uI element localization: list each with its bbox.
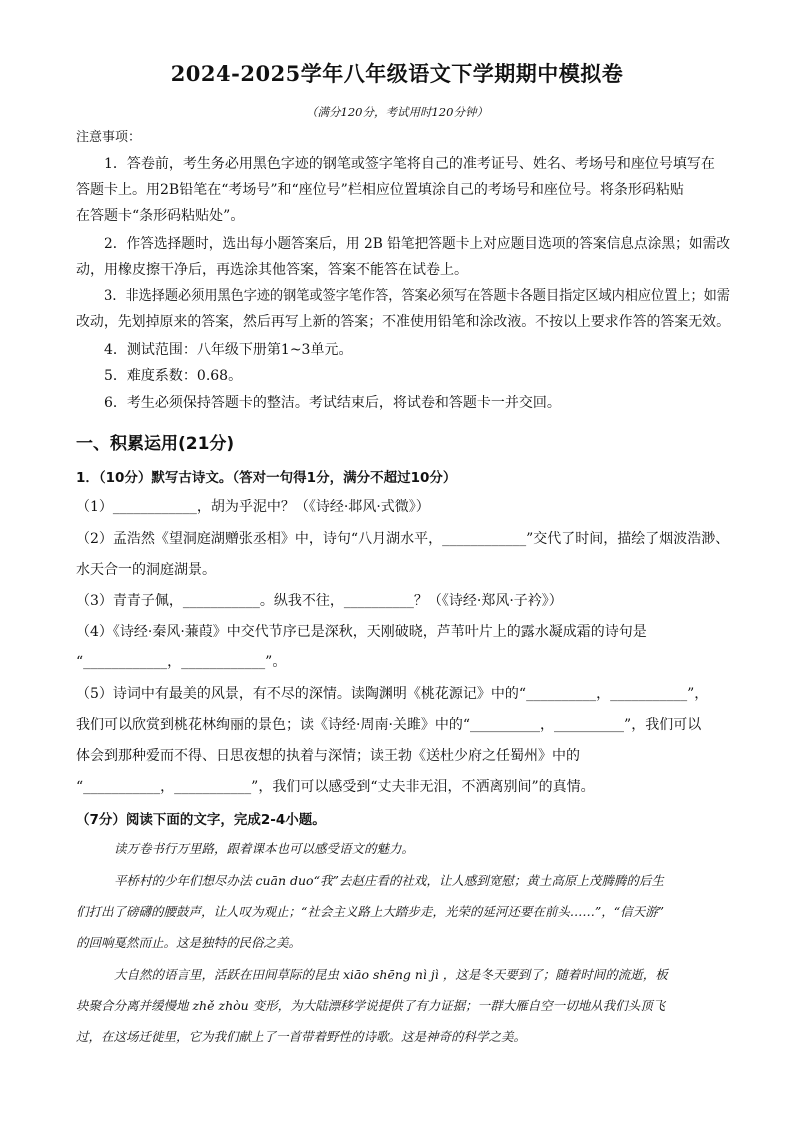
question-line: （5）诗词中有最美的风景，有不尽的深情。读陶渊明《桃花源记》中的“__________，___________”，	[76, 686, 709, 702]
question-line: “____________，____________”。	[76, 654, 287, 670]
notice-line: 2．作答选择题时，选出每小题答案后，用 2B 铅笔把答题卡上对应题目选项的答案信息点涂黑；如需改	[104, 236, 731, 252]
reading-line: 块聚合分离并缓慢地 zhě zhòu 变形，为大陆漂移学说提供了有力证据；一群大雁自空一切地从我们头顶飞	[76, 998, 666, 1013]
reading-line: 读万卷书行万里路，跟着课本也可以感受语文的魅力。	[114, 841, 415, 856]
notice-line: 4．测试范围：八年级下册第1~3单元。	[104, 342, 353, 358]
question-line: （2）孟浩然《望洞庭湖赠张丞相》中，诗句“八月湖水平，____________”交代了时间，描绘了烟波浩渺、	[76, 531, 730, 547]
question-line: 水天合一的洞庭湖景。	[76, 562, 216, 578]
question-line: （3）青青子佩，___________。纵我不往，__________？（《诗经·郑风·子衿》）	[76, 593, 563, 609]
reading-line: 的回响戛然而止。这是独特的民俗之美。	[76, 935, 302, 950]
notice-heading: 注意事项：	[76, 130, 142, 145]
question-line: “___________，___________”，我们可以感受到“丈夫非无泪，不洒离别间”的真情。	[76, 779, 595, 795]
question-line: （1）____________，胡为乎泥中？（《诗经·邶风·式微》）	[76, 499, 430, 515]
notice-line: 动，用橡皮擦干净后，再选涂其他答案，答案不能答在试卷上。	[76, 262, 468, 278]
notice-line: 3．非选择题必须用黑色字迹的钢笔或签字笔作答，答案必须写在答题卡各题目指定区域内相应位置上；如需	[104, 288, 730, 304]
reading-line: 大自然的语言里，活跃在田间草际的昆虫 xiāo shēng nì jì ，这是冬天要到了；随着时间的流逝，板	[114, 967, 668, 982]
notice-line: 改动，先划掉原来的答案，然后再写上新的答案；不准使用铅笔和涂改液。不按以上要求作答的答案无效。	[76, 314, 730, 330]
question-line: （4）《诗经·秦风·蒹葭》中交代节序已是深秋，天刚破晓，芦苇叶片上的露水凝成霜的诗句是	[76, 624, 647, 640]
reading-line: 过，在这场迁徙里，它为我们献上了一首带着野性的诗歌。这是神奇的科学之美。	[76, 1029, 527, 1044]
page-subtitle: （满分120分，考试用时120分钟）	[306, 105, 488, 119]
question-line: 体会到那种爱而不得、日思夜想的执着与深情；读王勃《送杜少府之任蜀州》中的	[76, 748, 580, 764]
reading-heading: （7分）阅读下面的文字，完成2-4小题。	[76, 812, 326, 828]
reading-line: 平桥村的少年们想尽办法 cuān duo“我”去赵庄看的社戏，让人感到宽慰；黄土高原上茂腾腾的后生	[114, 873, 664, 888]
question-1-heading: 1．（10分）默写古诗文。（答对一句得1分，满分不超过10分）	[76, 470, 457, 486]
notice-line: 5．难度系数：0.68。	[104, 368, 243, 384]
page-title: 2024-2025学年八年级语文下学期期中模拟卷	[170, 61, 624, 86]
notice-line: 在答题卡“条形码粘贴处”。	[76, 208, 245, 224]
question-line: 我们可以欣赏到桃花林绚丽的景色；读《诗经·周南·关雎》中的“__________，__________”，我们可以	[76, 717, 702, 733]
notice-line: 答题卡上。用2B铅笔在“考场号”和“座位号”栏相应位置填涂自己的考场号和座位号。将条形码粘贴	[76, 182, 684, 198]
notice-line: 1．答卷前，考生务必用黑色字迹的钢笔或签字笔将自己的准考证号、姓名、考场号和座位号填写在	[104, 156, 715, 172]
notice-line: 6．考生必须保持答题卡的整洁。考试结束后，将试卷和答题卡一并交回。	[104, 395, 561, 411]
reading-line: 们打出了磅礴的腰鼓声，让人叹为观止；“社会主义路上大踏步走，光荣的延河还要在前头……”，“信天游”	[76, 904, 665, 919]
section-heading: 一、积累运用(21分)	[76, 434, 235, 454]
